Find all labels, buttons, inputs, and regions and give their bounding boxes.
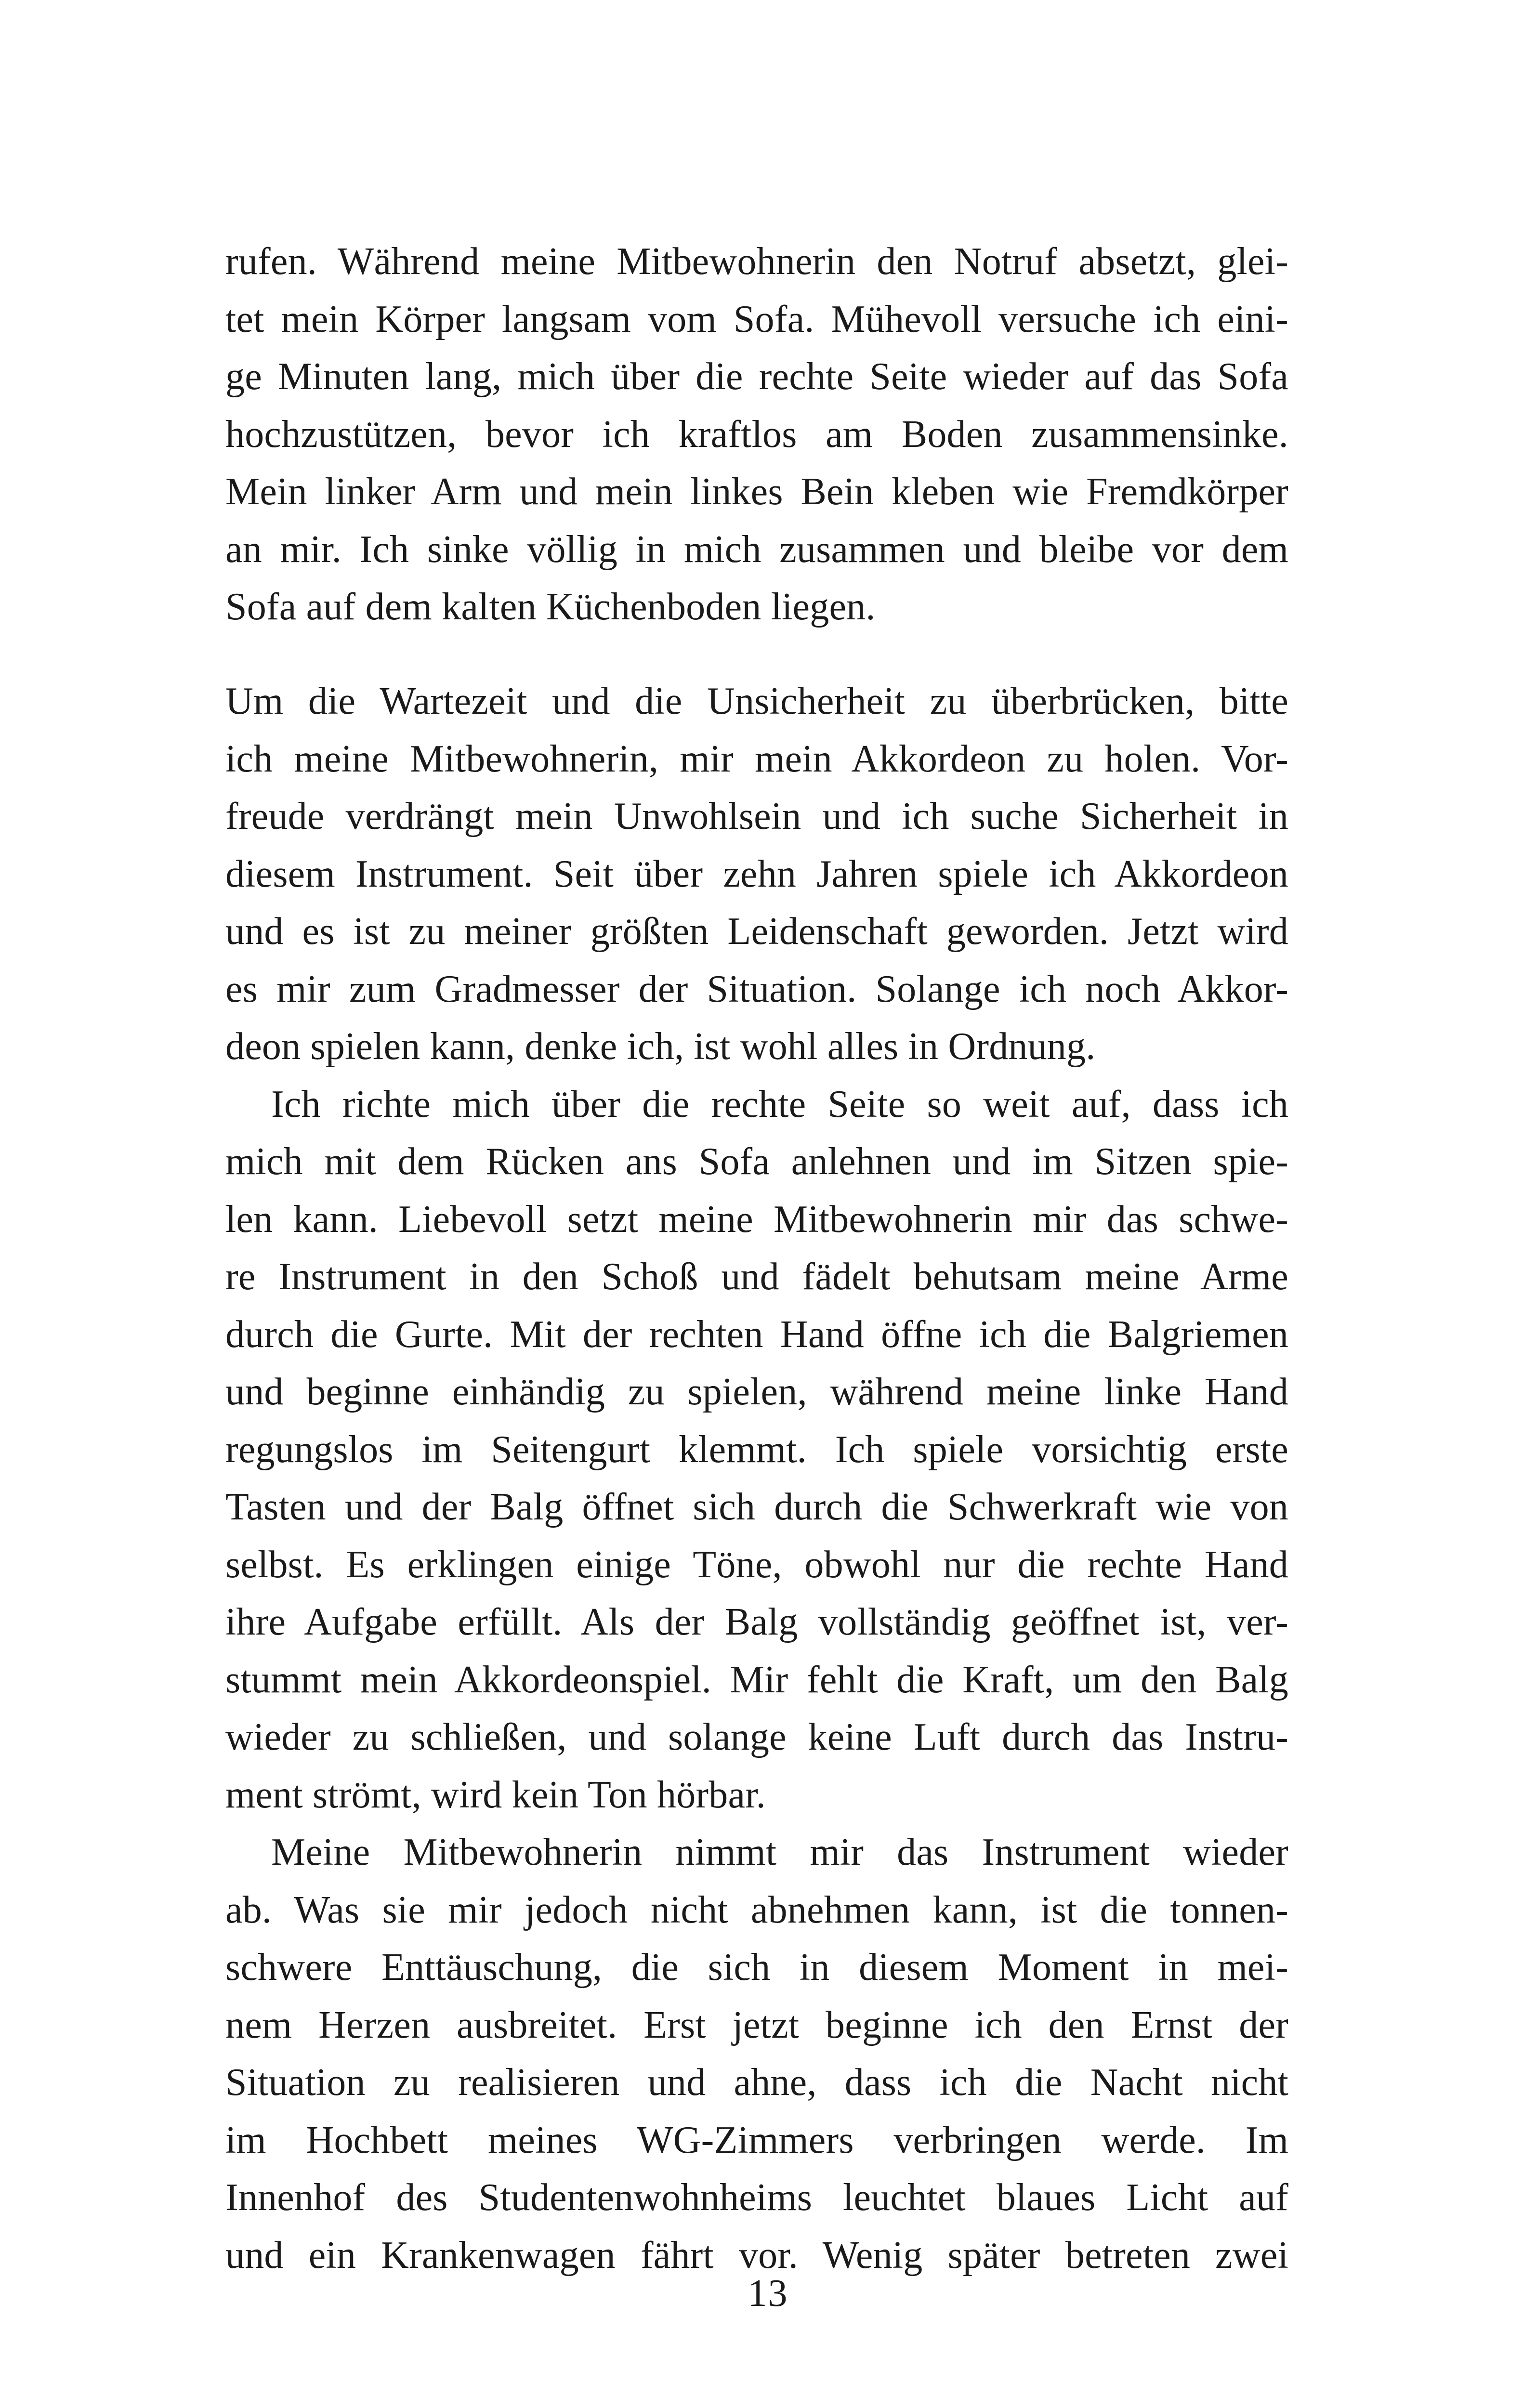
text-line: und es ist zu meiner größten Leidenschaft geworden. Jetzt wird	[225, 910, 1288, 953]
text-line: hochzustützen, bevor ich kraftlos am Boden zusammensinke.	[225, 413, 1288, 456]
text-line: ment strömt, wird kein Ton hörbar.	[225, 1773, 766, 1816]
text-line: ab. Was sie mir jedoch nicht abnehmen kann, ist die tonnen-	[225, 1888, 1288, 1931]
text-line: diesem Instrument. Seit über zehn Jahren spiele ich Akkordeon	[225, 852, 1288, 895]
text-line: Tasten und der Balg öffnet sich durch die Schwerkraft wie von	[225, 1486, 1288, 1528]
text-line: ihre Aufgabe erfüllt. Als der Balg vollständig geöffnet ist, ver-	[225, 1601, 1288, 1643]
text-line: Innenhof des Studentenwohnheims leuchtet blaues Licht auf	[225, 2176, 1288, 2219]
text-line: re Instrument in den Schoß und fädelt behutsam meine Arme	[225, 1256, 1288, 1298]
text-line: es mir zum Gradmesser der Situation. Solange ich noch Akkor-	[225, 968, 1288, 1010]
text-line: freude verdrängt mein Unwohlsein und ich suche Sicherheit in	[225, 795, 1288, 838]
paragraph-group-1	[225, 233, 1288, 636]
text-line: und beginne einhändig zu spielen, während meine linke Hand	[225, 1371, 1288, 1413]
text-line: mich mit dem Rücken ans Sofa anlehnen und im Sitzen spie-	[225, 1140, 1288, 1183]
text-line: rufen. Während meine Mitbewohnerin den Notruf absetzt, glei-	[225, 240, 1288, 283]
text-line: an mir. Ich sinke völlig in mich zusammen und bleibe vor dem	[225, 528, 1288, 571]
text-line: Ich richte mich über die rechte Seite so weit auf, dass ich	[271, 1083, 1288, 1125]
text-line: nem Herzen ausbreitet. Erst jetzt beginne ich den Ernst der	[225, 2003, 1288, 2046]
text-line: und ein Krankenwagen fährt vor. Wenig später betreten zwei	[225, 2234, 1288, 2277]
text-line: Sofa auf dem kalten Küchenboden liegen.	[225, 586, 876, 628]
text-line: durch die Gurte. Mit der rechten Hand öffne ich die Balgriemen	[225, 1313, 1288, 1356]
text-line: Mein linker Arm und mein linkes Bein kleben wie Fremdkörper	[225, 471, 1288, 513]
text-line: regungslos im Seitengurt klemmt. Ich spiele vorsichtig erste	[225, 1428, 1288, 1471]
text-line: len kann. Liebevoll setzt meine Mitbewohnerin mir das schwe-	[225, 1198, 1288, 1241]
text-line: ich meine Mitbewohnerin, mir mein Akkordeon zu holen. Vor-	[225, 737, 1288, 780]
text-line: ge Minuten lang, mich über die rechte Seite wieder auf das Sofa	[225, 355, 1288, 398]
text-line: Meine Mitbewohnerin nimmt mir das Instrument wieder	[271, 1831, 1288, 1873]
text-line: schwere Enttäuschung, die sich in diesem Moment in mei-	[225, 1946, 1288, 1989]
paragraph-group-2	[225, 673, 1288, 2284]
text-line: selbst. Es erklingen einige Töne, obwohl nur die rechte Hand	[225, 1543, 1288, 1586]
page-number: 13	[748, 2272, 788, 2315]
text-line: deon spielen kann, denke ich, ist wohl alles in Ordnung.	[225, 1025, 1096, 1068]
text-line: Situation zu realisieren und ahne, dass ich die Nacht nicht	[225, 2061, 1288, 2104]
text-line: wieder zu schließen, und solange keine Luft durch das Instru-	[225, 1716, 1288, 1758]
text-line: im Hochbett meines WG-Zimmers verbringen werde. Im	[225, 2119, 1288, 2161]
text-line: Um die Wartezeit und die Unsicherheit zu überbrücken, bitte	[225, 680, 1288, 722]
text-line: stummt mein Akkordeonspiel. Mir fehlt die Kraft, um den Balg	[225, 1658, 1288, 1701]
text-line: tet mein Körper langsam vom Sofa. Mühevoll versuche ich eini-	[225, 298, 1288, 340]
